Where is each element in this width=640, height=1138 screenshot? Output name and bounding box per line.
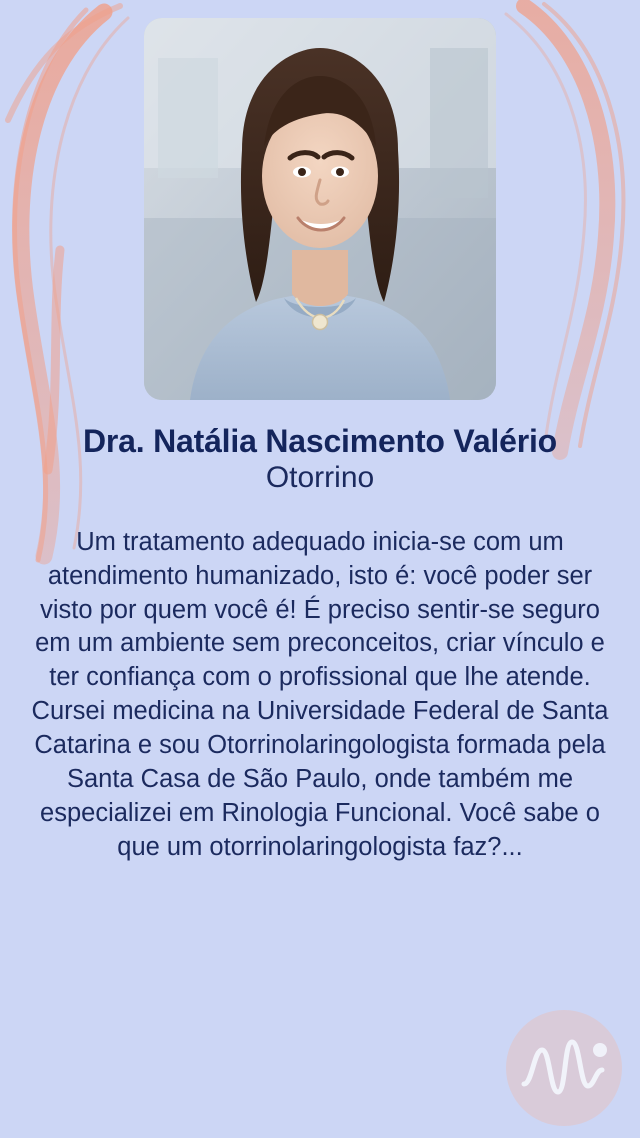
page-title: Dra. Natália Nascimento Valério bbox=[82, 423, 557, 459]
profile-bio: Um tratamento adequado inicia-se com um atendimento humanizado, isto é: você poder ser visto por quem você é! É preciso sentir-se seguro em um ambiente sem preconceitos, criar vínculo e ter confiança com o profissional que lhe atende. Cursei medicina na Universidade Federal de Santa Catarina e sou Otorrinolaringologista formada pela Santa Casa de São Paulo, onde também me especializei em Rinologia Funcional. Você sabe o que um otorrinolaringologista faz?... bbox=[31, 527, 609, 861]
doctor-portrait-photo bbox=[144, 18, 496, 400]
profile-role: Otorrino bbox=[265, 461, 375, 495]
